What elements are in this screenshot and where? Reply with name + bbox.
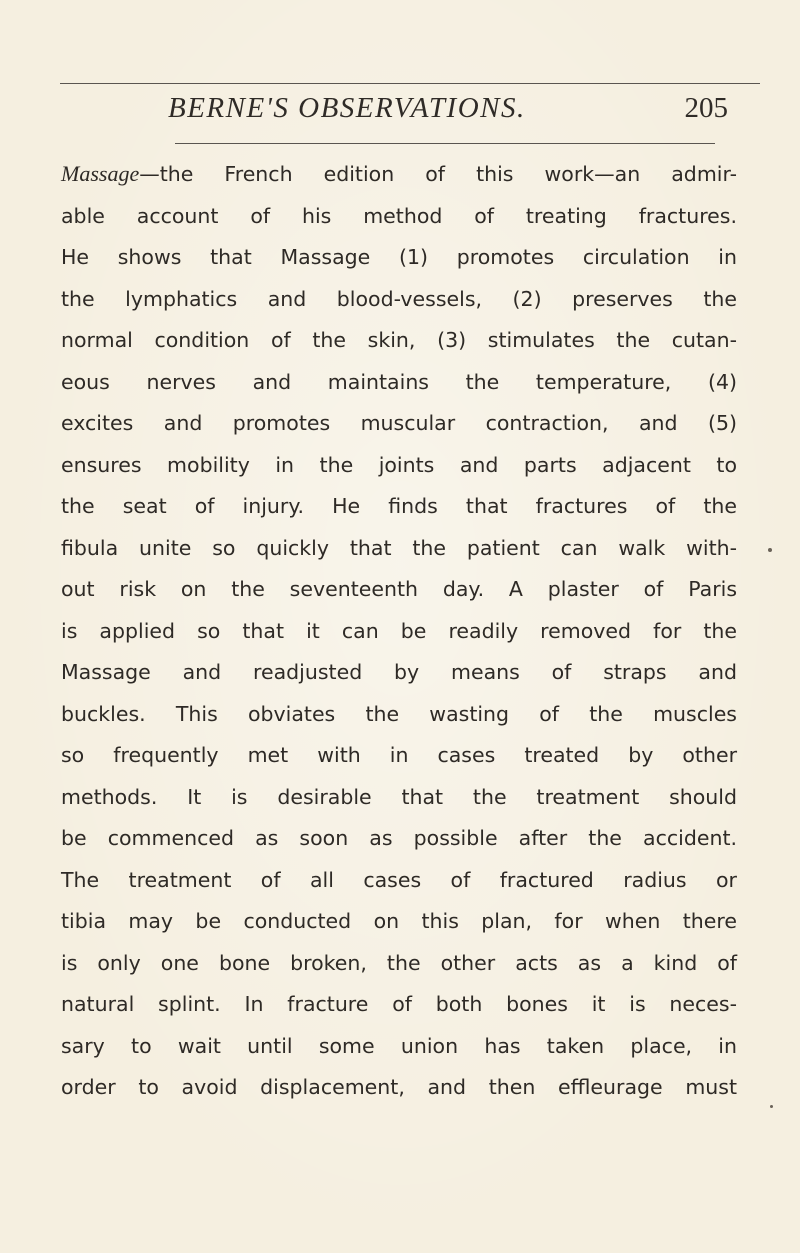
italic-title-word: Massage xyxy=(61,161,140,186)
text-line: The treatment of all cases of fractured radius or xyxy=(61,867,737,892)
text-line: so frequently met with in cases treated by other xyxy=(61,743,737,767)
text-line: sary to wait until some union has taken place, in xyxy=(61,1033,737,1058)
paper-speck xyxy=(770,1105,773,1108)
text-line: the seat of injury. He finds that fractures of the xyxy=(61,494,737,518)
text-line: be commenced as soon as possible after the accident. xyxy=(61,826,737,850)
text-line: able account of his method of treating fractures. xyxy=(61,203,737,228)
text-line: Massage and readjusted by means of straps and xyxy=(61,660,737,684)
text-line: eous nerves and maintains the temperature, (4) xyxy=(61,369,737,394)
text-line: methods. It is desirable that the treatment should xyxy=(61,784,737,809)
text-line: is only one bone broken, the other acts as a kind of xyxy=(61,950,737,975)
text-line: out risk on the seventeenth day. A plaster of Paris xyxy=(61,577,737,601)
text-line: He shows that Massage (1) promotes circulation in xyxy=(61,245,737,269)
text-line: normal condition of the skin, (3) stimulates the cutan- xyxy=(61,328,737,352)
running-title: BERNE'S OBSERVATIONS. xyxy=(168,92,526,124)
body-text xyxy=(61,153,737,1109)
page-number: 205 xyxy=(684,92,728,124)
header-rule-top xyxy=(60,83,760,84)
header-rule-bottom xyxy=(175,143,715,144)
text-line: tibia may be conducted on this plan, for when there xyxy=(61,909,737,933)
text-line: is applied so that it can be readily removed for the xyxy=(61,618,737,643)
text-line: buckles. This obviates the wasting of the muscles xyxy=(61,701,737,726)
running-head xyxy=(60,92,740,132)
text-line: ensures mobility in the joints and parts adjacent to xyxy=(61,452,737,477)
text-line: fibula unite so quickly that the patient can walk with- xyxy=(61,535,737,560)
paper-speck xyxy=(768,548,772,552)
text-line: natural splint. In fracture of both bones it is neces- xyxy=(61,992,737,1016)
text-line: excites and promotes muscular contraction, and (5) xyxy=(61,411,737,435)
text-line: the lymphatics and blood-vessels, (2) preserves the xyxy=(61,286,737,311)
text-line: Massage—the French edition of this work—an admir- xyxy=(61,161,737,186)
text-line: order to avoid displacement, and then effleurage must xyxy=(61,1075,737,1099)
